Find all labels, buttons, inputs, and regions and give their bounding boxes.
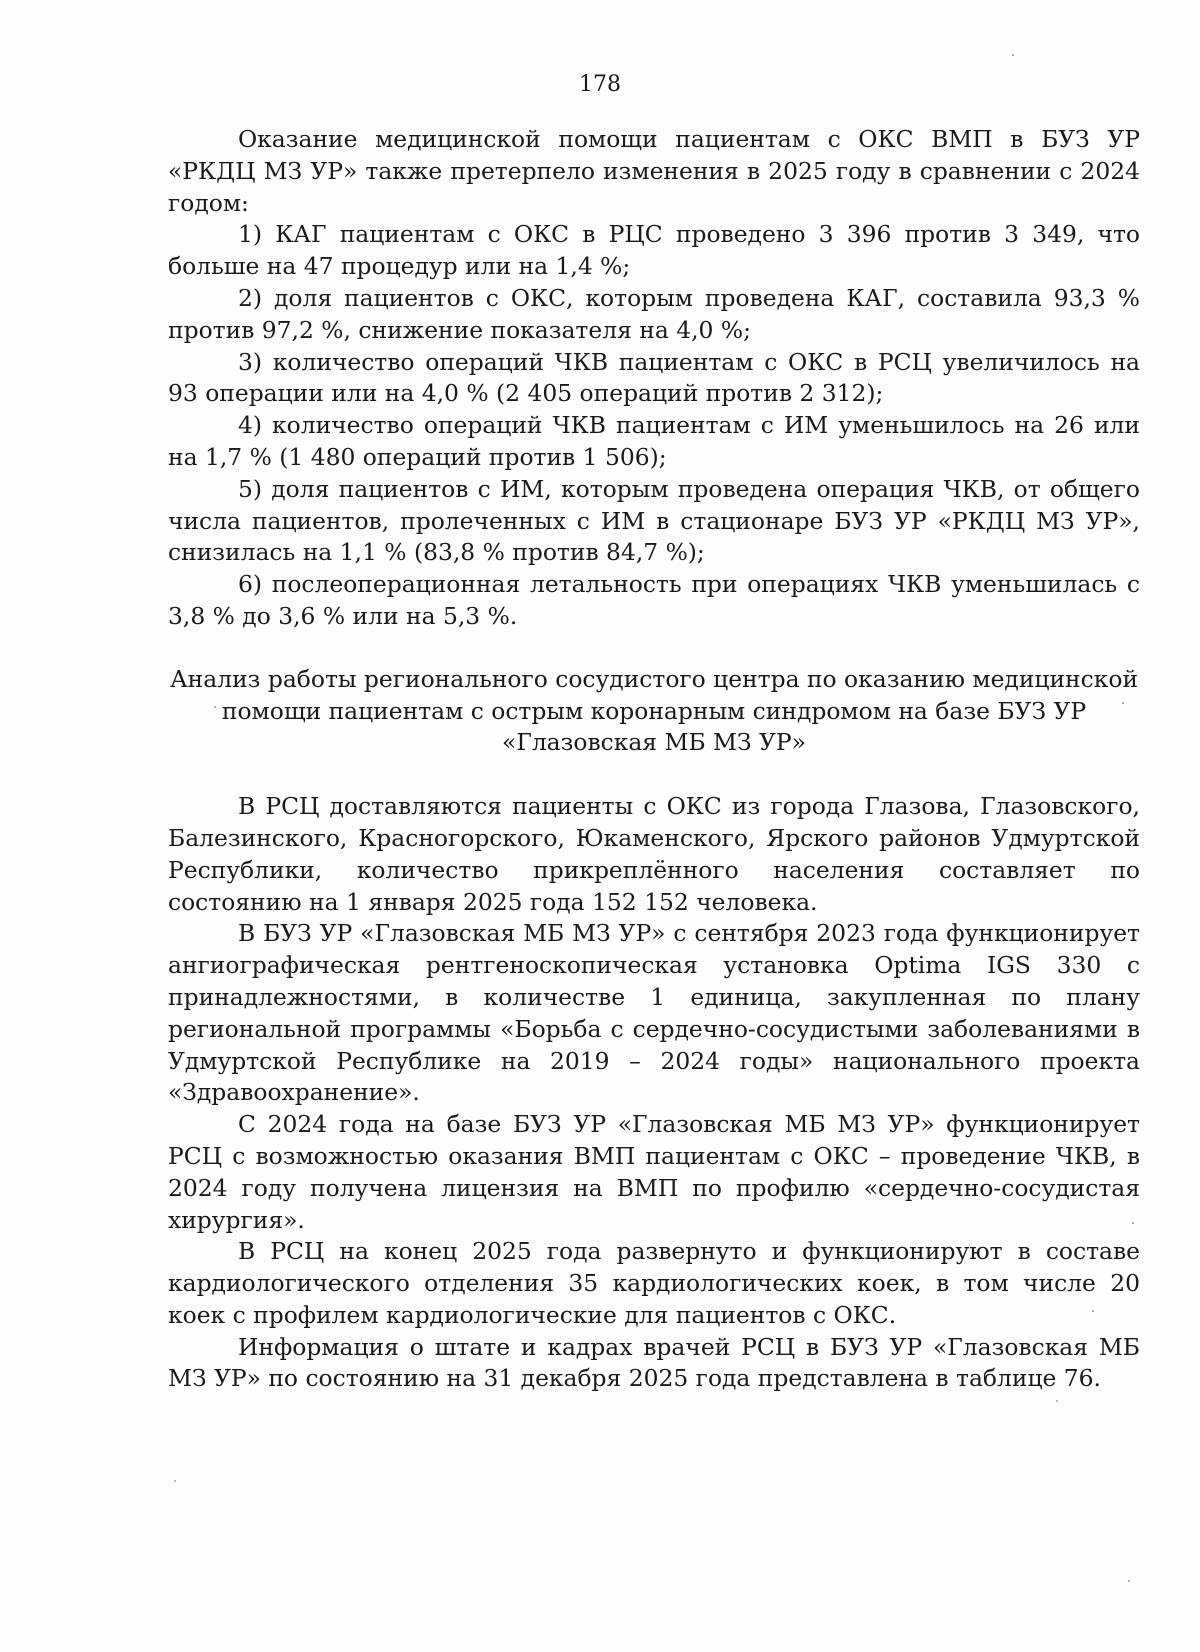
scan-speck	[1122, 702, 1124, 704]
heading-line-3: «Глазовская МБ МЗ УР»	[502, 728, 806, 757]
scan-speck	[1012, 54, 1014, 56]
list-item-3: 3) количество операций ЧКВ пациентам с ОКС в РСЦ увеличилось на 93 операции или на 4,0 % (2 405 операций против 2 312);	[168, 347, 1140, 408]
paragraph-beds: В РСЦ на конец 2025 года развернуто и функционируют в составе кардиологического отделения 35 кардиологических коек, в том числе 20 коек с профилем кардиологические для пациентов с ОКС.	[168, 1237, 1140, 1329]
paragraph-intro: Оказание медицинской помощи пациентам с ОКС ВМП в БУЗ УР «РКДЦ МЗ УР» также претерпело изменения в 2025 году в сравнении с 2024 годом:	[168, 125, 1140, 217]
paragraph-angiography-unit: В БУЗ УР «Глазовская МБ МЗ УР» с сентября 2023 года функционирует ангиографическая рентгеноскопическая установка Optima IGS 330 с принадлежностями, в количестве 1 единица, закупленная по плану региональной программы «Борьба с сердечно-сосудистыми заболеваниями в Удмуртской Республике на 2019 – 2024 годы» национального проекта «Здравоохранение».	[168, 919, 1140, 1107]
scan-speck	[174, 1480, 176, 1482]
scan-speck	[1056, 1400, 1058, 1402]
scan-speck	[1128, 1580, 1130, 1582]
section-heading	[168, 664, 1140, 759]
list-item-5: 5) доля пациентов с ИМ, которым проведена операция ЧКВ, от общего числа пациентов, пролеченных с ИМ в стационаре БУЗ УР «РКДЦ МЗ УР», снизилась на 1,1 % (83,8 % против 84,7 %);	[168, 474, 1140, 567]
paragraph-rsc-vmp: С 2024 года на базе БУЗ УР «Глазовская МБ МЗ УР» функционирует РСЦ с возможностью оказания ВМП пациентам с ОКС – проведение ЧКВ, в 2024 году получена лицензия на ВМП по профилю «сердечно-сосудистая хирургия».	[168, 1110, 1140, 1234]
list-item-6: 6) послеоперационная летальность при операциях ЧКВ уменьшилась с 3,8 % до 3,6 % или на 5,3 %.	[168, 570, 1140, 630]
paragraph-staff-info: Информация о штате и кадрах врачей РСЦ в БУЗ УР «Глазовская МБ МЗ УР» по состоянию на 31 декабря 2025 года представлена в таблице 76.	[168, 1332, 1140, 1393]
heading-line-2: помощи пациентам с острым коронарным синдромом на базе БУЗ УР	[221, 696, 1087, 725]
page-content	[168, 124, 1140, 1395]
list-item-1: 1) КАГ пациентам с ОКС в РЦС проведено 3 396 против 3 349, что больше на 47 процедур или на 1,4 %;	[168, 220, 1140, 281]
paragraph-patients-delivery: В РСЦ доставляются пациенты с ОКС из города Глазова, Глазовского, Балезинского, Красногорского, Юкаменского, Ярского районов Удмуртской Республики, количество прикреплённого населения составляет по состоянию на 1 января 2025 года 152 152 человека.	[168, 792, 1140, 916]
heading-line-1: Анализ работы регионального сосудистого центра по оказанию медицинской	[169, 664, 1139, 693]
scan-speck	[214, 706, 216, 708]
scan-speck	[1092, 1310, 1094, 1312]
list-item-2: 2) доля пациентов с ОКС, которым проведена КАГ, составила 93,3 % против 97,2 %, снижение показателя на 4,0 %;	[168, 283, 1140, 344]
scan-speck	[1132, 1222, 1134, 1224]
page-number: 178	[579, 72, 621, 97]
list-item-4: 4) количество операций ЧКВ пациентам с ИМ уменьшилось на 26 или на 1,7 % (1 480 операций против 1 506);	[168, 411, 1140, 471]
